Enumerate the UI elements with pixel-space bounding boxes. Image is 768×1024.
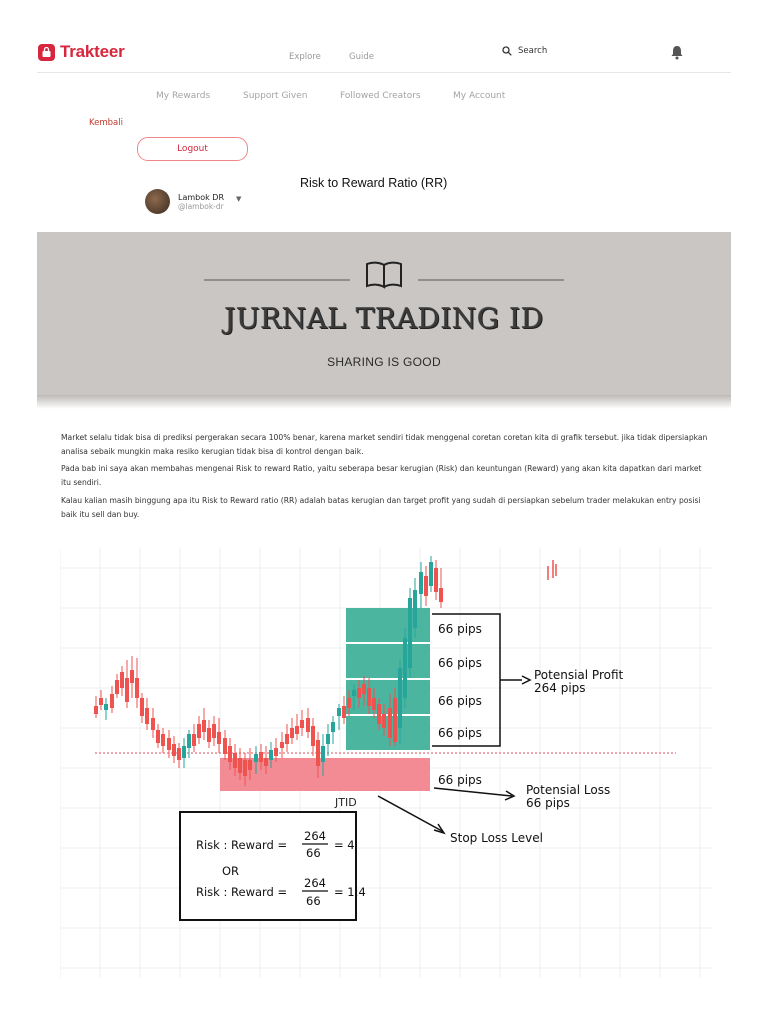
tab-my-rewards[interactable]: My Rewards: [156, 91, 211, 101]
notification-button[interactable]: [670, 45, 684, 64]
candle-body: [434, 568, 438, 592]
candle-body: [377, 704, 381, 724]
candle-body: [104, 704, 108, 710]
candle-body: [145, 708, 149, 724]
loss-pips: 66 pips: [438, 773, 482, 787]
candle-body: [337, 708, 341, 716]
candle-body: [187, 734, 191, 748]
paragraph-3: Kalau kalian masih binggung apa itu Risk to Reward ratio (RR) adalah batas kerugian dan target profit yang sudah di persiapkan sebelum trader melakukan entry posisi baik itu sell dan buy.: [61, 496, 701, 519]
search-icon: [502, 46, 512, 56]
candle-body: [254, 754, 258, 762]
candle-body: [372, 698, 376, 710]
profit-block-1: [346, 608, 430, 642]
candle-body: [140, 698, 144, 716]
candle-body: [306, 718, 310, 732]
loss-label-2: 66 pips: [526, 796, 570, 810]
candle-body: [156, 730, 160, 743]
candle-body: [424, 576, 428, 596]
candle-body: [264, 758, 268, 766]
candle-body: [130, 670, 134, 683]
back-link[interactable]: Kembali: [89, 118, 123, 128]
candle-body: [290, 728, 294, 738]
candle-body: [295, 726, 299, 734]
tab-my-account[interactable]: My Account: [453, 91, 506, 101]
candle-body: [115, 680, 119, 694]
candle-body: [233, 753, 237, 768]
paragraph-1: Market selalu tidak bisa di prediksi pergerakan secara 100% benar, karena market sendiri tidak menggenal coretan coretan kita di grafik tersebut. jika tidak dipersiapkan analisa sebaik mungkin maka resiko kerugian tidak bisa di kontrol dengan baik.: [61, 433, 708, 456]
candle-body: [120, 672, 124, 688]
tab-support-given[interactable]: Support Given: [243, 91, 308, 101]
author-info[interactable]: [145, 189, 241, 214]
formula-or: OR: [222, 864, 240, 878]
candle-body: [125, 678, 129, 702]
banner-subtitle: SHARING IS GOOD: [327, 355, 441, 369]
candle-body: [413, 590, 417, 628]
candle-body: [135, 678, 139, 698]
profit-block-2: [346, 644, 430, 678]
candle-body: [285, 734, 289, 744]
candle-body: [382, 714, 386, 728]
candle-body: [94, 706, 98, 714]
candle-body: [192, 734, 196, 746]
candle-body: [212, 724, 216, 738]
formula-line1-den: 66: [306, 846, 321, 860]
formula-line1-result: = 4: [334, 838, 355, 852]
brand-name: Trakteer: [60, 42, 125, 61]
candle-body: [280, 742, 284, 748]
formula-line2-left: Risk : Reward =: [196, 885, 288, 899]
formula-line2-den: 66: [306, 894, 321, 908]
candle-body: [167, 738, 171, 750]
candle-body: [362, 684, 366, 694]
loss-label-1: Potensial Loss: [526, 783, 611, 797]
candle-body: [110, 694, 114, 708]
candle-body: [238, 758, 242, 773]
candle-body: [228, 746, 232, 762]
candle-body: [352, 690, 356, 696]
candle-body: [403, 638, 407, 698]
tab-followed-creators[interactable]: Followed Creators: [340, 91, 421, 101]
trakteer-logo-icon: [38, 44, 55, 61]
watermark: JTID: [335, 796, 357, 809]
candle-body: [161, 734, 165, 746]
candle-body: [347, 698, 351, 708]
profit-pips-2: 66 pips: [438, 656, 482, 670]
candle-body: [182, 746, 186, 758]
candle-body: [202, 720, 206, 732]
book-icon: [367, 263, 401, 287]
candle-body: [311, 726, 315, 746]
bell-icon: [670, 45, 684, 60]
candle-body: [316, 740, 320, 766]
candle-body: [248, 760, 252, 770]
candle-body: [217, 732, 221, 744]
formula-line2-num: 264: [304, 876, 326, 890]
profit-label-2: 264 pips: [534, 681, 586, 695]
candle-body: [408, 598, 412, 668]
candle-body: [331, 722, 335, 732]
candle-body: [99, 698, 103, 705]
candle-body: [393, 698, 397, 742]
candle-body: [300, 720, 304, 728]
banner-title: JURNAL TRADING ID: [224, 302, 544, 335]
nav-explore[interactable]: Explore: [289, 52, 321, 62]
candle-body: [439, 588, 443, 602]
formula-line1-left: Risk : Reward =: [196, 838, 288, 852]
candle-body: [197, 724, 201, 738]
profit-pips-1: 66 pips: [438, 622, 482, 636]
logout-button[interactable]: Logout: [137, 137, 248, 161]
profit-pips-4: 66 pips: [438, 726, 482, 740]
rr-chart-svg: [60, 548, 711, 988]
profit-label-1: Potensial Profit: [534, 668, 624, 682]
candle-body: [207, 728, 211, 742]
header-divider: [37, 72, 731, 73]
post-title: Risk to Reward Ratio (RR): [300, 176, 448, 190]
candle-body: [419, 572, 423, 594]
formula-box: [180, 812, 356, 920]
candle-body: [274, 748, 278, 756]
profit-pips-3: 66 pips: [438, 694, 482, 708]
candle-body: [321, 746, 325, 762]
candle-body: [177, 748, 181, 760]
candle-body: [243, 760, 247, 776]
search-button[interactable]: [502, 46, 547, 56]
rr-chart-image: [60, 548, 711, 988]
candle-body: [388, 708, 392, 738]
candle-body: [342, 706, 346, 718]
candle-body: [223, 738, 227, 754]
candle-body: [326, 734, 330, 744]
candle-body: [429, 562, 433, 586]
stop-loss-label: Stop Loss Level: [450, 831, 543, 845]
candle-body: [367, 688, 371, 706]
chevron-down-icon[interactable]: ▼: [236, 194, 242, 203]
formula-line2-result: = 1:4: [334, 885, 366, 899]
formula-line1-num: 264: [304, 829, 326, 843]
avatar: [145, 189, 170, 214]
candle-body: [269, 750, 273, 760]
candle-body: [398, 668, 402, 728]
candle-body: [357, 688, 361, 698]
candle-body: [151, 718, 155, 730]
nav-guide[interactable]: Guide: [349, 52, 374, 62]
candle-body: [172, 744, 176, 756]
candle-body: [259, 752, 263, 762]
search-label: Search: [518, 46, 548, 56]
author-name: Lambok DR: [178, 192, 225, 202]
paragraph-2: Pada bab ini saya akan membahas mengenai Risk to reward Ratio, yaitu seberapa besar kerugian (Risk) dan keuntungan (Reward) yang akan kita dapatkan dari market itu sendiri.: [61, 464, 702, 487]
author-handle: @lambok-dr: [178, 201, 224, 211]
brand-logo[interactable]: [38, 42, 125, 62]
banner-shadow: [37, 395, 731, 409]
banner-ornament: [204, 255, 564, 289]
